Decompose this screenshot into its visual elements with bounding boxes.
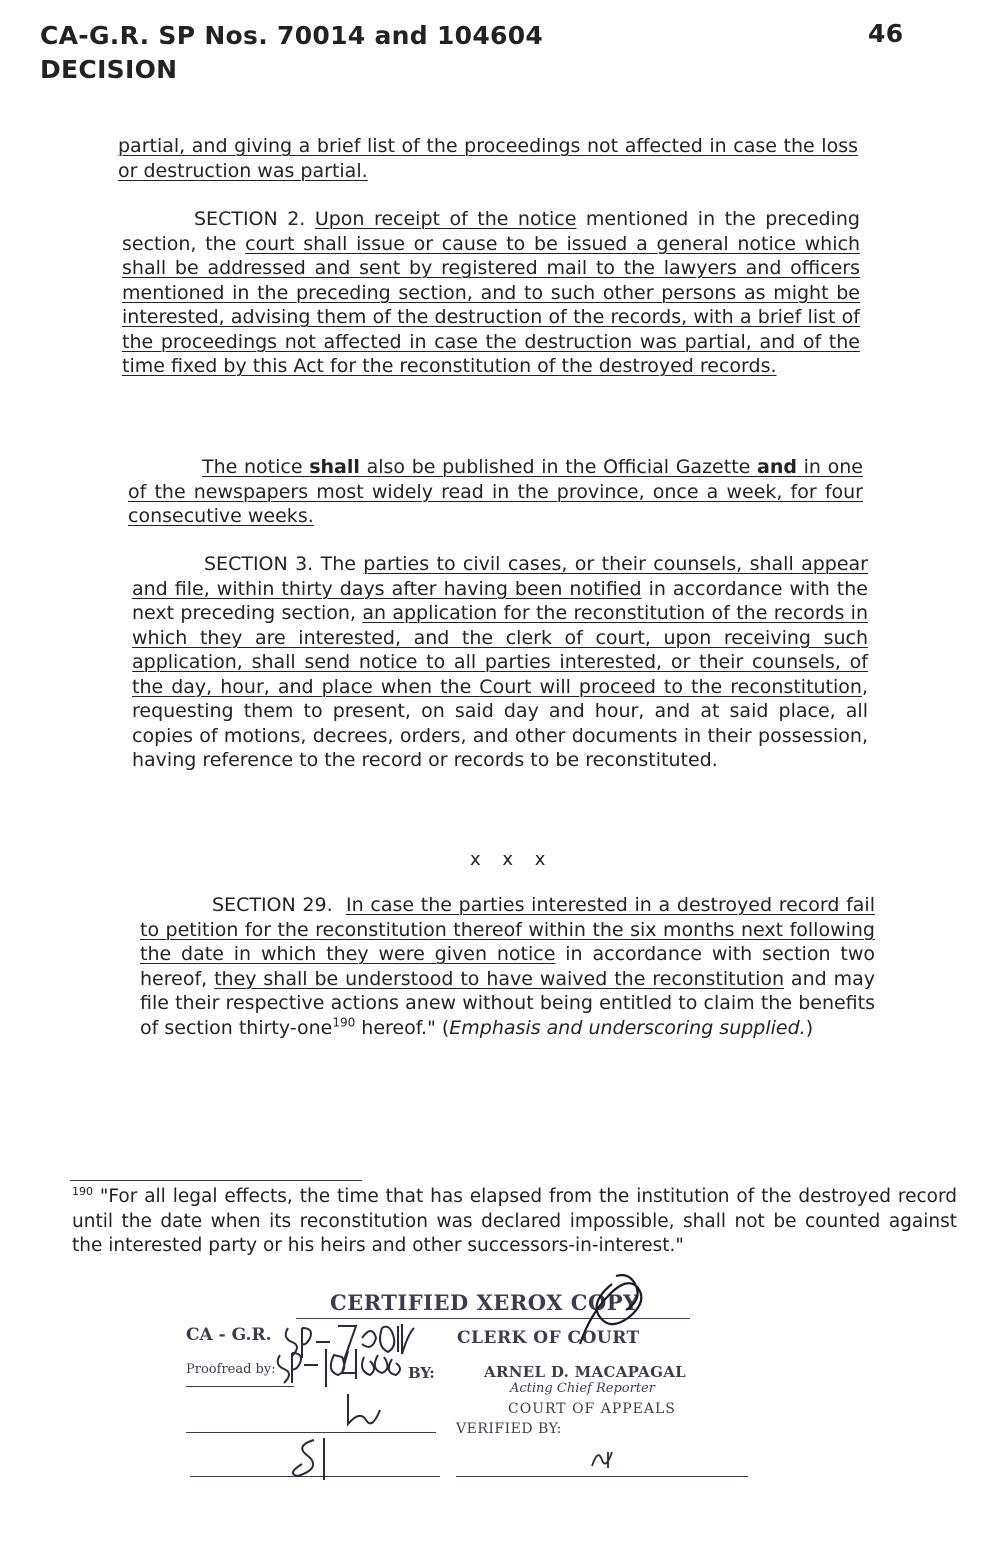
section-2-heading: SECTION 2. <box>194 208 306 230</box>
section-3-paragraph <box>132 552 868 773</box>
section-29-paragraph <box>140 893 875 1040</box>
footnote-text: "For all legal effects, the time that has elapsed from the institution of the destroyed record until the date when its reconstitution was declared impossible, shall not be counted against the interested party or his heirs and other successors-in-interest." <box>72 1186 957 1256</box>
stamp-reporter-name: ARNEL D. MACAPAGAL <box>484 1363 686 1381</box>
stamp-by-label: BY: <box>408 1364 435 1382</box>
notice-underlined-2: also be published in the Official Gazette <box>359 456 758 478</box>
section-2-paragraph <box>122 207 860 379</box>
document-type: DECISION <box>40 55 178 84</box>
section-29-heading: SECTION 29. <box>212 894 333 916</box>
handwritten-case-number-2 <box>272 1345 422 1391</box>
notice-underlined-3: in one of the newspapers most widely read in the province, once a week, for four consecutive weeks. <box>128 456 863 527</box>
section-2-underlined-1: Upon receipt of the notice <box>314 208 577 230</box>
section-29-text-1: in accordance with section two hereof, <box>140 943 875 990</box>
stamp-proofread-label: Proofread by: <box>186 1362 276 1377</box>
handwritten-initials-verified <box>284 1436 344 1486</box>
section-29-text-4: ) <box>805 1016 814 1039</box>
notice-underlined-1: The notice <box>202 456 310 478</box>
continuation-text: partial, and giving a brief list of the proceedings not affected in case the loss or destruction was partial. <box>118 135 858 182</box>
section-3-heading: SECTION 3. <box>204 553 314 575</box>
section-2-underlined-2: court shall issue or cause to be issued a general notice which shall be addressed and sent by registered mail to the lawyers and officers mentioned in the preceding section, and to such other persons as might be interested, advising them of the destruction of the records, with a brief list of the proceedings not affected in case the destruction was partial, and of the time fixed by this Act for the reconstitution of the destroyed records. <box>122 232 860 377</box>
section-29-underlined-2: they shall be understood to have waived the reconstitution <box>214 967 785 990</box>
continuation-paragraph <box>118 134 858 183</box>
section-2-text-1: mentioned in the preceding section, the <box>122 208 860 255</box>
stamp-verified-label: VERIFIED BY: <box>456 1421 562 1437</box>
footnote-divider <box>70 1180 362 1181</box>
section-29-underlined-1: In case the parties interested in a destroyed record fail to petition for the reconstitution thereof within the six months next following the date in which they were given notice <box>140 894 875 965</box>
section-29-text-2: and may file their respective actions anew without being entitled to claim the benefits of section thirty-one <box>140 967 875 1039</box>
stamp-title: CERTIFIED XEROX COPY <box>330 1290 639 1315</box>
section-3-underlined-2: an application for the reconstitution of the records in which they are interested, and the clerk of court, upon receiving such application, shall send notice to all parties interested, or their counsels, of the day, hour, and place when the Court will proceed to the reconstitution <box>132 602 869 698</box>
signature-rule-3 <box>456 1476 748 1477</box>
small-signature <box>588 1446 618 1472</box>
footnote <box>72 1185 957 1259</box>
omission-marker: x x x <box>470 849 554 870</box>
handwritten-initials-proofread <box>338 1390 398 1430</box>
section-3-text-2: in accordance with the next preceding section, <box>132 577 868 624</box>
footnote-number: 190 <box>72 1184 93 1198</box>
stamp-clerk-of-court: CLERK OF COURT <box>457 1328 640 1348</box>
signature-rule-1 <box>186 1432 436 1433</box>
section-29-italic: Emphasis and underscoring supplied. <box>449 1016 806 1039</box>
section-3-text-3: , requesting them to present, on said day and hour, and at said place, all copies of motions, decrees, orders, and other documents in their possession, having reference to the record or records to be reconstituted. <box>132 675 868 771</box>
signature-scribble <box>560 1270 680 1350</box>
stamp-reporter-role: Acting Chief Reporter <box>510 1381 655 1396</box>
section-29-text-3: hereof." ( <box>355 1016 450 1039</box>
stamp-case-prefix: CA - G.R. <box>186 1325 272 1345</box>
notice-bold-and: and <box>757 456 797 478</box>
page-number: 46 <box>868 19 904 48</box>
section-3-text-1: The <box>313 553 364 575</box>
stamp-court-name: COURT OF APPEALS <box>508 1401 676 1417</box>
notice-paragraph <box>128 455 863 529</box>
footnote-reference: 190 <box>332 1015 356 1030</box>
notice-bold-shall: shall <box>309 456 360 478</box>
case-number: CA-G.R. SP Nos. 70014 and 104604 <box>40 21 544 50</box>
section-3-underlined-1: parties to civil cases, or their counsels, shall appear and file, within thirty days after having been notified <box>132 553 868 600</box>
